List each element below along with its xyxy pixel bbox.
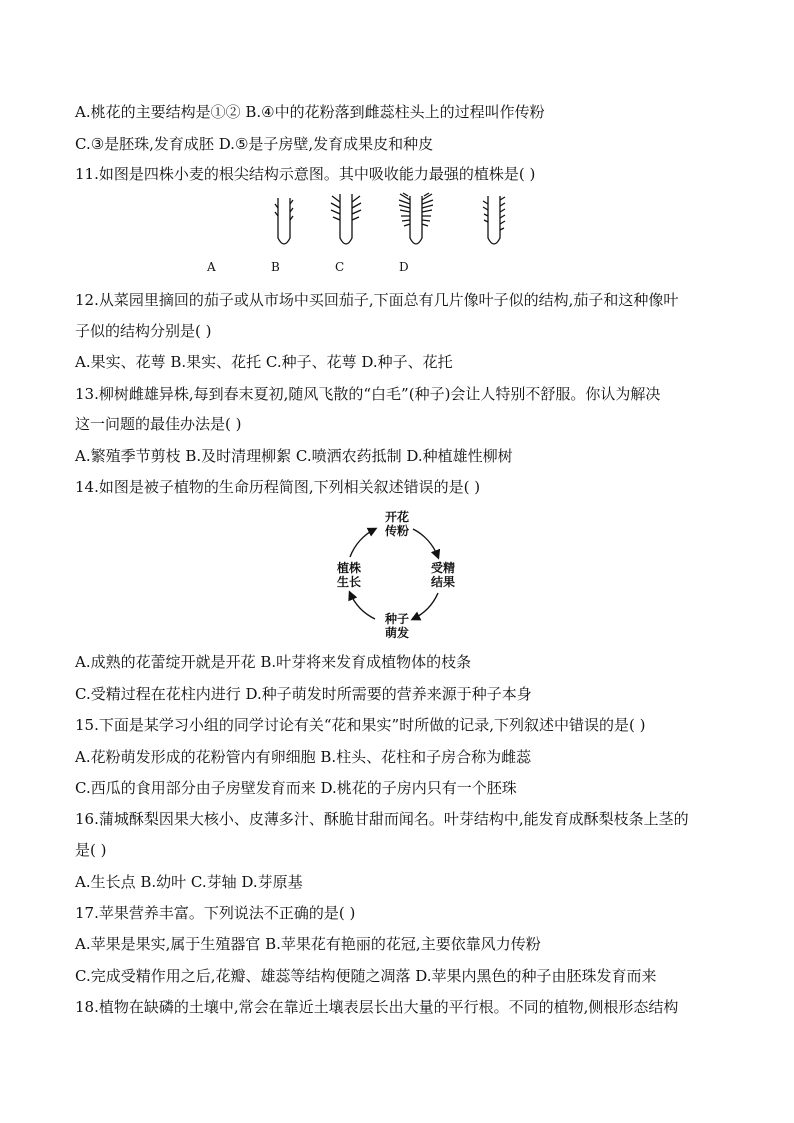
question-13-options: A.繁殖季节剪枝 B.及时清理柳絮 C.喷洒农药抵制 D.种植雄性柳树 <box>75 447 513 465</box>
question-16-line2: 是( ) <box>75 841 107 859</box>
root-label-d: D <box>399 260 409 274</box>
question-12-options: A.果实、花萼 B.果实、花托 C.种子、花萼 D.种子、花托 <box>75 353 453 371</box>
question-14: 14.如图是被子植物的生命历程简图,下列相关叙述错误的是( ) <box>75 478 481 496</box>
root-label-a: A <box>207 260 216 274</box>
question-14-options-1: A.成熟的花蕾绽开就是开花 B.叶芽将来发育成植物体的枝条 <box>75 653 472 671</box>
root-a <box>275 198 293 244</box>
cycle-flowering: 开花 传粉 <box>384 510 409 538</box>
question-14-options-2: C.受精过程在花柱内进行 D.种子萌发时所需要的营养来源于种子本身 <box>75 685 532 703</box>
cycle-fertilization: 受精 结果 <box>430 561 455 589</box>
question-11: 11.如图是四株小麦的根尖结构示意图。其中吸收能力最强的植株是( ) <box>75 165 536 183</box>
cycle-plant-growth: 植株 生长 <box>336 561 361 589</box>
question-17-options-1: A.苹果是果实,属于生殖器官 B.苹果花有艳丽的花冠,主要依靠风力传粉 <box>75 935 541 953</box>
question-13-line1: 13.柳树雌雄异株,每到春末夏初,随风飞散的“白毛”(种子)会让人特别不舒服。你认为解决 <box>75 385 661 403</box>
root-label-b: B <box>271 260 280 274</box>
root-label-c: C <box>335 260 345 274</box>
option-line-c-d: C.③是胚珠,发育成胚 D.⑤是子房壁,发育成果皮和种皮 <box>75 135 434 153</box>
root-c <box>399 193 433 244</box>
question-15: 15.下面是某学习小组的同学讨论有关“花和果实”时所做的记录,下列叙述中错误的是( ) <box>75 716 646 734</box>
question-17-options-2: C.完成受精作用之后,花瓣、雄蕊等结构便随之凋落 D.苹果内黑色的种子由胚珠发育而来 <box>75 967 657 985</box>
question-15-options-2: C.西瓜的食用部分由子房壁发育而来 D.桃花的子房内只有一个胚珠 <box>75 779 517 797</box>
question-16-line1: 16.蒲城酥梨因果大核小、皮薄多汁、酥脆甘甜而闻名。叶芽结构中,能发育成酥梨枝条上茎的 <box>75 810 689 828</box>
question-13-line2: 这一问题的最佳办法是( ) <box>75 415 242 433</box>
question-16-options: A.生长点 B.幼叶 C.芽轴 D.芽原基 <box>75 873 303 891</box>
option-line-a-b: A.桃花的主要结构是①② B.④中的花粉落到雌蕊柱头上的过程叫作传粉 <box>75 103 545 121</box>
question-15-options-1: A.花粉萌发形成的花粉管内有卵细胞 B.柱头、花柱和子房合称为雌蕊 <box>75 748 532 766</box>
question-18: 18.植物在缺磷的土壤中,常会在靠近土壤表层长出大量的平行根。不同的植物,侧根形态结构 <box>75 998 679 1016</box>
question-12-line2: 子似的结构分别是( ) <box>75 322 212 340</box>
root-d <box>483 196 505 244</box>
root-b <box>331 194 361 244</box>
cycle-germination: 种子 萌发 <box>384 612 409 640</box>
question-17: 17.苹果营养丰富。下列说法不正确的是( ) <box>75 904 356 922</box>
question-12-line1: 12.从菜园里摘回的茄子或从市场中买回茄子,下面总有几片像叶子似的结构,茄子和这种像叶 <box>75 291 679 309</box>
root-tip-figure <box>260 190 530 252</box>
